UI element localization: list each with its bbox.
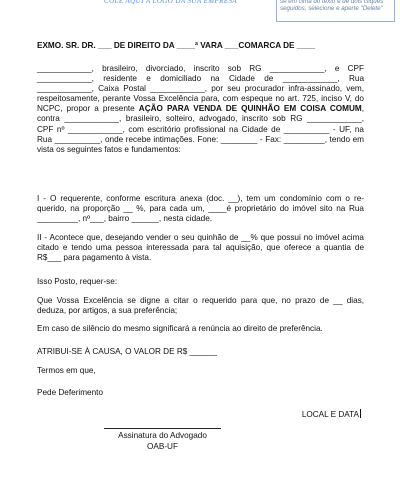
signature-label: Assinatura do Advogado	[118, 431, 207, 440]
place-date-text: LOCAL E DATA	[301, 410, 359, 419]
silence-paragraph: Em caso de silêncio do mesmo significará a renúncia ao direito de preferência.	[37, 324, 323, 333]
closing-request: Pede Deferimento	[37, 388, 103, 397]
intro-text: ____________, brasileiro, divorciado, inscrito sob RG ____________, e CPF ____________, residente e domiciliado na Cidade de ____________, Rua ____________, Caixa Postal ____________, por seu procurador infra-assinado, vem, respeitosamente, perante Vossa Excelência para, com espeque no art. 725, inciso V, do NCPC, propor a presente	[37, 64, 364, 114]
oab-label: OAB-UF	[147, 442, 178, 451]
text-cursor	[360, 409, 361, 418]
action-title: AÇÃO PARA VENDA DE QUINHÃO EM COISA COMUM	[138, 104, 362, 114]
facts-paragraph-1: I - O requerente, conforme escritura anexa (doc. __), tem um condomínio com o re-querido, na proporção __ %, para cada um, ____é proprietário do imóvel sito na Rua _________, nº___, bairro ______, nesta cidade.	[37, 194, 364, 224]
signature-line	[104, 428, 221, 429]
company-logo-placeholder: COLE AQUI A LOGO DA SUA EMPRESA	[104, 0, 238, 5]
delete-hint-note: se em cima do texto e de dois cliques seguidos, selecione e aperte "Delete"	[276, 0, 395, 22]
place-and-date	[302, 409, 361, 420]
intro-text-continued: , contra ____________, brasileiro, solteiro, advogado, inscrito sob RG ____________, CPF nº ____________, com escritório profissional na Cidade de __________ - UF, na Rua __________, onde recebe intimações. Fone: ________ - Fax: _________, tendo em vista os seguintes fatos e fundamentos:	[37, 104, 365, 154]
court-address-line: EXMO. SR. DR. ___ DE DIREITO DA ____ª VARA ___COMARCA DE ____	[37, 41, 315, 50]
cause-value-line: ATRIBUI-SE À CAUSA, O VALOR DE R$ ______	[37, 347, 217, 356]
petition-intro-paragraph	[37, 64, 364, 155]
request-heading: Isso Posto, requer-se:	[37, 277, 118, 286]
request-paragraph: Que Vossa Excelência se digne a citar o requerido para que, no prazo de __ dias, deduza, por artigos, a sua preferência;	[37, 296, 364, 316]
closing-terms: Termos em que,	[37, 366, 96, 375]
facts-paragraph-2: II - Acontece que, desejando vender o seu quinhão de __% que possui no imóvel acima citado e tendo uma pessoa interessada para tal aquisição, que oferece a quantia de R$___ para pagamento à vista.	[37, 233, 364, 263]
